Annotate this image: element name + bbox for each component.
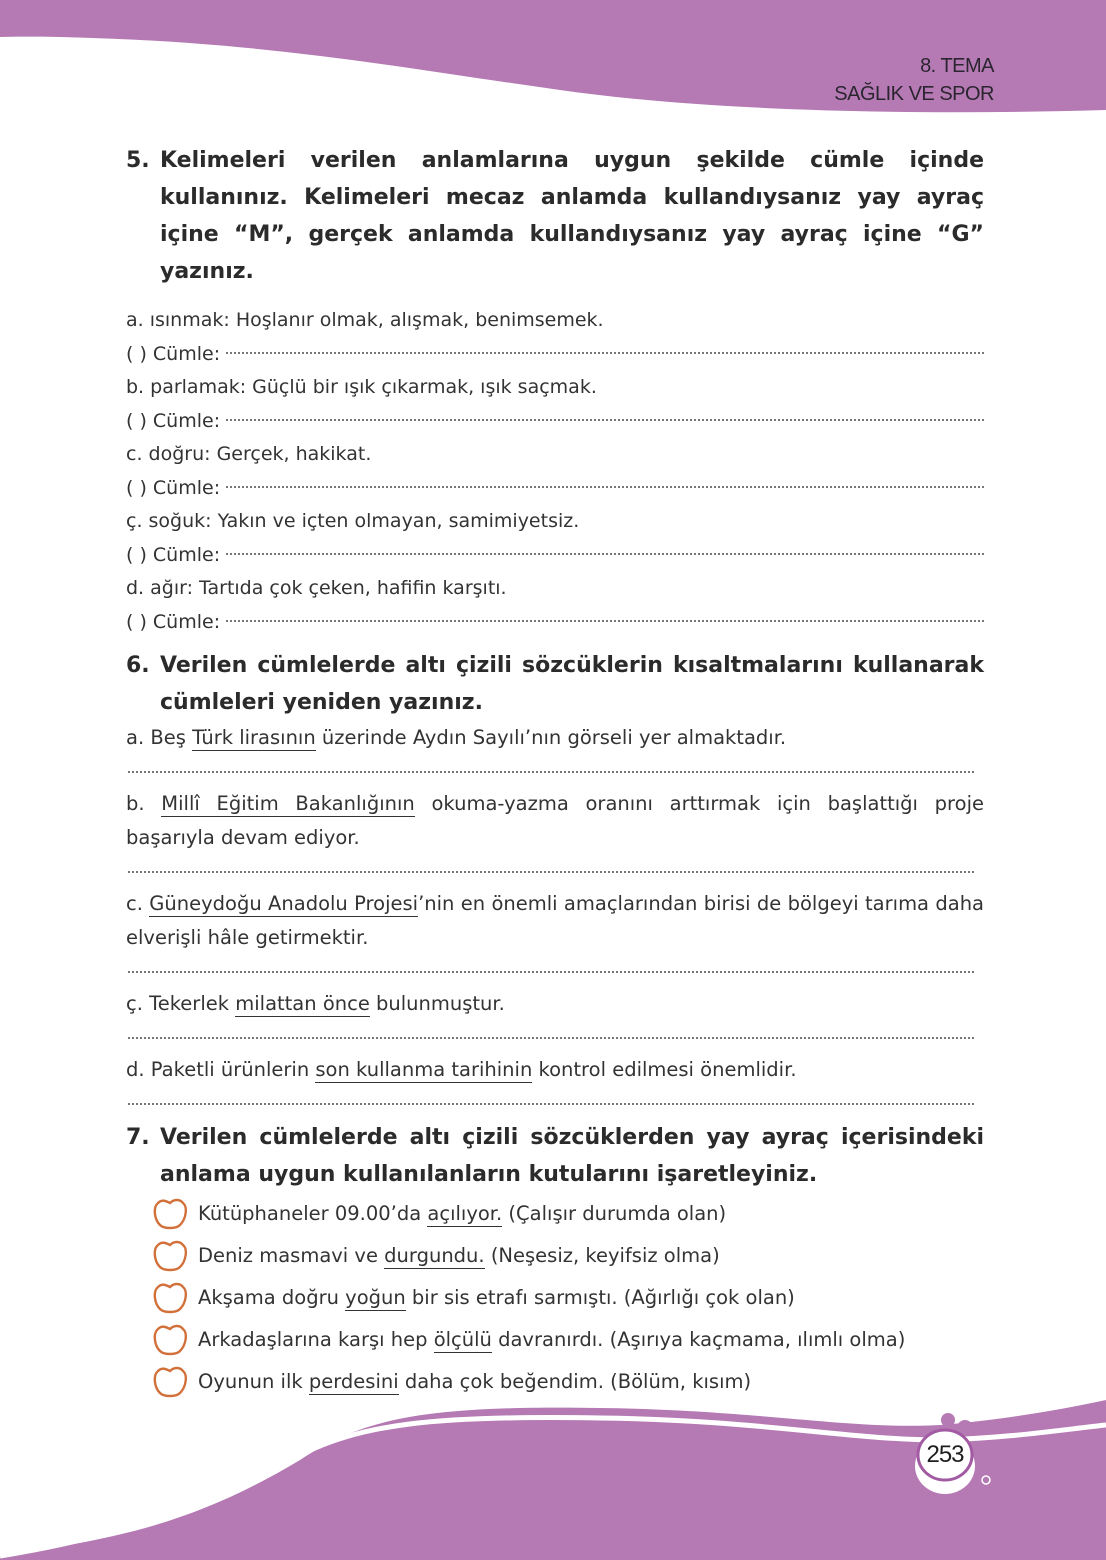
question-7 [126,1119,984,1403]
q7-sentence [198,1235,720,1277]
sentence-text: bir sis etrafı sarmıştı. (Ağırlığı çok olan) [405,1286,795,1309]
question-5-title [126,142,984,290]
sentence-text: ç. Tekerlek [126,992,236,1015]
underlined-phrase: Güneydoğu Anadolu Projesi [149,892,419,915]
question-prompt: Kelimeleri verilen anlamlarına uygun şekilde cümle içinde kullanınız. Kelimeleri mecaz anlamda kullandıysanız yay ayraç içine “M”, gerçek anlamda kullandıysanız yay ayraç içine “G” yazınız. [160,148,984,284]
question-7-title [126,1119,984,1193]
sentence-text: Oyunun ilk [198,1370,309,1393]
q7-sentence [198,1193,726,1235]
sentence-text: Akşama doğru [198,1286,346,1309]
answer-label: ( ) Cümle: [126,476,221,499]
q6-sentence [126,887,984,955]
sentence-text: (Çalışır durumda olan) [502,1202,727,1225]
answer-label: ( ) Cümle: [126,543,221,566]
worksheet-content [126,142,984,1403]
q5-definition: b. parlamak: Güçlü bir ışık çıkarmak, ışık saçmak. [126,376,597,398]
q7-item [150,1193,984,1235]
theme-number: 8. TEMA [920,55,994,77]
q6-sentence [126,987,984,1021]
q7-sentence [198,1277,795,1319]
answer-line[interactable] [226,553,984,555]
q6-item [126,887,984,973]
tulip-checkbox-icon[interactable] [150,1323,190,1357]
sentence-text: üzerinde Aydın Sayılı’nın görseli yer almaktadır. [315,726,787,749]
q6-item [126,1053,984,1105]
underlined-phrase: Türk lirasının [192,726,316,749]
sentence-text: b. [126,792,162,815]
page-number: 253 [926,1441,964,1468]
underlined-word: perdesini [308,1370,399,1393]
q6-item [126,787,984,873]
q6-sentence [126,1053,984,1087]
q7-item [150,1277,984,1319]
answer-line[interactable] [226,352,984,354]
q5-definition: c. doğru: Gerçek, hakikat. [126,443,372,465]
question-6 [126,647,984,1105]
sentence-text: bulunmuştur. [369,992,505,1015]
sentence-text: daha çok beğendim. (Bölüm, kısım) [398,1370,752,1393]
answer-line[interactable] [128,871,974,873]
q5-answer-row[interactable] [126,338,984,372]
sentence-text: Kütüphaneler 09.00’da [198,1202,428,1225]
answer-line[interactable] [226,620,984,622]
sentence-text: a. Beş [126,726,193,749]
q7-sentence [198,1319,905,1361]
sentence-text: ’nin en önemli amaçlarından birisi de bölgeyi tarıma daha elverişli hâle getirmektir. [126,892,984,949]
q5-definition: d. ağır: Tartıda çok çeken, hafifin karşıtı. [126,577,507,599]
q5-answer-row[interactable] [126,606,984,640]
q6-item [126,721,984,773]
underlined-word: yoğun [345,1286,406,1309]
sentence-text: c. [126,892,150,915]
q5-item [126,438,984,505]
sentence-text: Arkadaşlarına karşı hep [198,1328,434,1351]
q6-sentence [126,721,984,755]
tulip-checkbox-icon[interactable] [150,1281,190,1315]
tulip-checkbox-icon[interactable] [150,1365,190,1399]
answer-line[interactable] [128,1037,974,1039]
theme-title: SAĞLIK VE SPOR [834,83,994,105]
sentence-text: okuma-yazma oranını arttırmak için başlattığı proje başarıyla devam ediyor. [126,792,984,849]
q7-item [150,1361,984,1403]
tulip-checkbox-icon[interactable] [150,1239,190,1273]
underlined-word: açılıyor. [427,1202,503,1225]
sentence-text: d. Paketli ürünlerin [126,1058,316,1081]
q5-item [126,572,984,639]
answer-line[interactable] [128,1103,974,1105]
theme-header [834,52,994,108]
q5-answer-row[interactable] [126,472,984,506]
q5-answer-row[interactable] [126,405,984,439]
question-prompt: Verilen cümlelerde altı çizili sözcüklerden yay ayraç içerisindeki anlama uygun kullanılanların kutularını işaretleyiniz. [160,1125,984,1187]
sentence-text: davranırdı. (Aşırıya kaçmama, ılımlı olma) [491,1328,906,1351]
underlined-phrase: milattan önce [235,992,370,1015]
answer-line[interactable] [128,971,974,973]
answer-label: ( ) Cümle: [126,342,221,365]
underlined-word: ölçülü [433,1328,492,1351]
answer-label: ( ) Cümle: [126,409,221,432]
question-number: 5. [126,148,150,173]
question-prompt: Verilen cümlelerde altı çizili sözcüklerin kısaltmalarını kullanarak cümleleri yeniden yazınız. [160,653,984,715]
q6-sentence [126,787,984,855]
q6-item [126,987,984,1039]
q5-definition: a. ısınmak: Hoşlanır olmak, alışmak, benimsemek. [126,309,604,331]
underlined-phrase: son kullanma tarihinin [315,1058,533,1081]
q5-definition: ç. soğuk: Yakın ve içten olmayan, samimiyetsiz. [126,510,580,532]
answer-line[interactable] [226,419,984,421]
q7-item [150,1319,984,1361]
tulip-checkbox-icon[interactable] [150,1197,190,1231]
question-5 [126,142,984,639]
sentence-text: kontrol edilmesi önemlidir. [532,1058,797,1081]
answer-label: ( ) Cümle: [126,610,221,633]
question-6-title [126,647,984,721]
question-number: 6. [126,653,150,678]
answer-line[interactable] [226,486,984,488]
q5-item [126,371,984,438]
underlined-phrase: Millî Eğitim Bakanlığının [161,792,415,815]
question-number: 7. [126,1125,150,1150]
answer-line[interactable] [128,771,974,773]
q7-item [150,1235,984,1277]
underlined-word: durgundu. [384,1244,485,1267]
q5-item [126,304,984,371]
sentence-text: Deniz masmavi ve [198,1244,385,1267]
q5-item [126,505,984,572]
sentence-text: (Neşesiz, keyifsiz olma) [484,1244,720,1267]
q7-sentence [198,1361,751,1403]
q5-answer-row[interactable] [126,539,984,573]
